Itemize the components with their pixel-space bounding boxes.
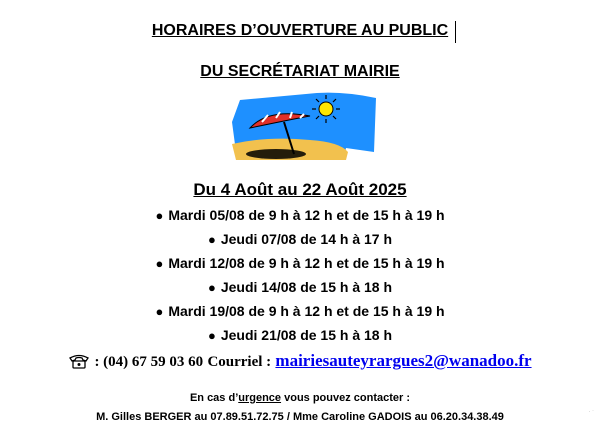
page-corner-mark: . · <box>588 408 594 414</box>
email-label: Courriel : <box>207 354 272 370</box>
bullet-icon: ● <box>155 208 164 223</box>
heading-line-2: DU SECRÉTARIAT MAIRIE <box>200 63 400 80</box>
email-link[interactable]: mairiesauteyrargues2@wanadoo.fr <box>275 351 532 370</box>
schedule-item: ● Mardi 12/08 de 9 h à 12 h et de 15 h à 19 h <box>155 255 445 271</box>
urgency-keyword: urgence <box>238 392 282 404</box>
urgency-contacts: M. Gilles BERGER au 07.89.51.72.75 / Mme Caroline GADOIS au 06.20.34.38.49 <box>96 411 504 423</box>
schedule-item: ● Mardi 05/08 de 9 h à 12 h et de 15 h à 19 h <box>155 207 445 223</box>
phone-icon <box>68 353 90 369</box>
bullet-icon: ● <box>207 328 216 343</box>
bullet-icon: ● <box>207 232 216 247</box>
heading-line-1: HORAIRES D’OUVERTURE AU PUBLIC <box>151 22 449 39</box>
beach-umbrella-illustration <box>228 92 378 160</box>
schedule-item: ● Jeudi 14/08 de 15 h à 18 h <box>207 279 393 295</box>
bullet-icon: ● <box>155 304 164 319</box>
period-title: Du 4 Août au 22 Août 2025 <box>193 180 407 199</box>
contact-line <box>0 351 600 371</box>
bullet-icon: ● <box>207 280 216 295</box>
text-cursor <box>455 21 456 43</box>
schedule-item: ● Jeudi 07/08 de 14 h à 17 h <box>207 231 393 247</box>
schedule-item: ● Mardi 19/08 de 9 h à 12 h et de 15 h à 19 h <box>155 303 445 319</box>
urgency-note: En cas d’urgence vous pouvez contacter : <box>189 392 411 404</box>
bullet-icon: ● <box>155 256 164 271</box>
schedule-item: ● Jeudi 21/08 de 15 h à 18 h <box>207 327 393 343</box>
phone-number: : (04) 67 59 03 60 <box>94 354 204 370</box>
